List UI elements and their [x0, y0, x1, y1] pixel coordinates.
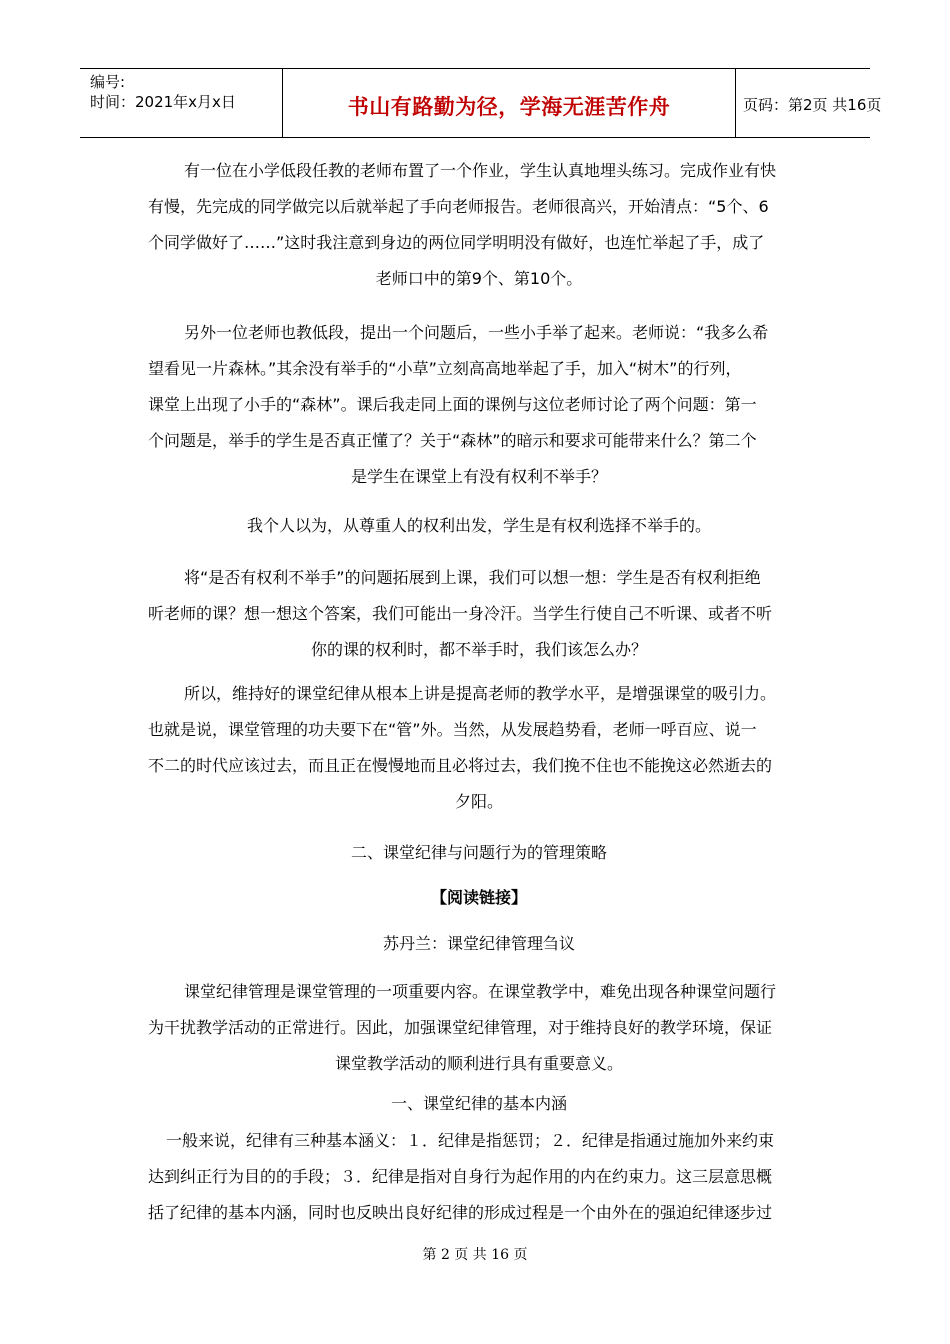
paragraph-line: 有慢，先完成的同学做完以后就举起了手向老师报告。老师很高兴，开始清点：“5个、6 — [148, 197, 769, 216]
reading-link-heading: 【阅读链接】 — [430, 888, 527, 907]
paragraph-line: 也就是说，课堂管理的功夫要下在“管”外。当然，从发展趋势看，老师一呼百应、说一 — [148, 720, 757, 739]
paragraph-line: 是学生在课堂上有没有权利不举手？ — [350, 467, 607, 486]
paragraph-line: 望看见一片森林。”其余没有举手的“小草”立刻高高地举起了手，加入“树木”的行列， — [148, 359, 742, 378]
paragraph-line: 课堂教学活动的顺利进行具有重要意义。 — [334, 1054, 623, 1073]
header-page-cell — [735, 69, 882, 137]
paragraph-line: 课堂纪律管理是课堂管理的一项重要内容。在课堂教学中，难免出现各种课堂问题行 — [184, 982, 777, 1001]
page-footer: 第 2 页 共 16 页 — [422, 1247, 528, 1263]
paragraph-line: 课堂上出现了小手的“森林”。课后我走同上面的课例与这位老师讨论了两个问题：第一 — [148, 395, 757, 414]
paragraph-line: 个同学做好了……”这时我注意到身边的两位同学明明没有做好，也连忙举起了手，成了 — [148, 233, 765, 252]
paragraph-homework-example — [148, 153, 810, 297]
paragraph-discipline-meaning — [148, 1123, 810, 1231]
paragraph-forest-example — [148, 315, 810, 495]
paragraph-line: 听老师的课？想一想这个答案，我们可能出一身冷汗。当学生行使自己不听课、或者不听 — [148, 604, 773, 623]
paragraph-line: 括了纪律的基本内涵，同时也反映出良好纪律的形成过程是一个由外在的强迫纪律逐步过 — [148, 1203, 773, 1222]
paragraph-line: 达到纠正行为目的的手段；３．纪律是指对自身行为起作用的内在约束力。这三层意思概 — [148, 1167, 773, 1186]
header-meta-cell — [80, 69, 282, 137]
header-page-info: 页码：第2页 共16页 — [743, 96, 882, 114]
paragraph-line: 另外一位老师也教低段，提出一个问题后，一些小手举了起来。老师说：“我多么希 — [184, 323, 769, 342]
paragraph-opinion — [148, 508, 810, 544]
header-motto-cell — [282, 69, 736, 137]
paragraph-line: 有一位在小学低段任教的老师布置了一个作业，学生认真地埋头练习。完成作业有快 — [184, 161, 777, 180]
page-header — [80, 68, 882, 138]
paragraph-line: 夕阳。 — [454, 792, 503, 811]
section-heading: 二、课堂纪律与问题行为的管理策略 — [350, 843, 607, 862]
paragraph-intro — [148, 974, 810, 1082]
paragraph-line: 我个人以为，从尊重人的权利出发，学生是有权利选择不举手的。 — [246, 516, 711, 535]
paragraph-line: 一般来说，纪律有三种基本涵义：１．纪律是指惩罚；２．纪律是指通过施加外来约束 — [166, 1131, 775, 1150]
paragraph-right-to-refuse — [148, 560, 810, 668]
paragraph-line: 个问题是，举手的学生是否真正懂了？关于“森林”的暗示和要求可能带来什么？第二个 — [148, 431, 757, 450]
paragraph-line: 所以，维持好的课堂纪律从根本上讲是提高老师的教学水平，是增强课堂的吸引力。 — [184, 684, 777, 703]
paragraph-line: 不二的时代应该过去，而且正在慢慢地而且必将过去，我们挽不住也不能挽这必然逝去的 — [148, 756, 773, 775]
paragraph-conclusion — [148, 676, 810, 820]
document-number-label: 编号: — [90, 73, 126, 91]
paragraph-line: 你的课的权利时，都不举手时，我们该怎么办？ — [310, 640, 647, 659]
document-time-label: 时间：2021年x月x日 — [90, 93, 236, 111]
header-motto: 书山有路勤为径，学海无涯苦作舟 — [347, 95, 671, 119]
paragraph-line: 将“是否有权利不举手”的问题拓展到上课，我们可以想一想：学生是否有权利拒绝 — [184, 568, 761, 587]
subheading: 一、课堂纪律的基本内涵 — [390, 1094, 567, 1113]
paragraph-line: 为干扰教学活动的正常进行。因此，加强课堂纪律管理，对于维持良好的教学环境，保证 — [148, 1018, 773, 1037]
article-title: 苏丹兰：课堂纪律管理刍议 — [382, 934, 575, 953]
paragraph-line: 老师口中的第9个、第10个。 — [375, 269, 583, 288]
